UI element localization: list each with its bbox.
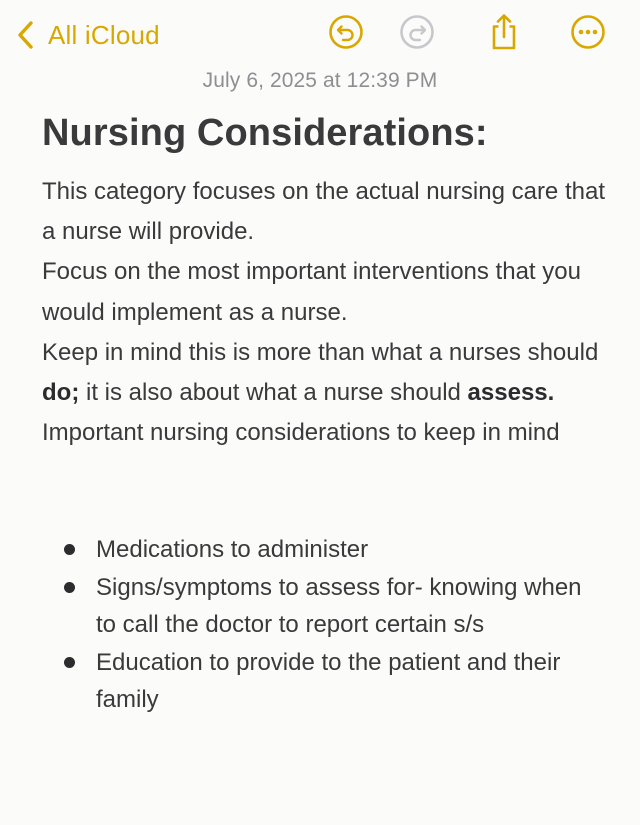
list-item (42, 569, 602, 644)
note-paragraph (42, 333, 617, 413)
note-toolbar (0, 0, 640, 72)
redo-icon (399, 14, 435, 55)
note-timestamp: July 6, 2025 at 12:39 PM (202, 69, 438, 92)
list-item-text: Education to provide to the patient and their family (96, 648, 561, 713)
list-item (42, 531, 602, 569)
share-icon (486, 13, 522, 56)
bold-text: do; (42, 379, 80, 407)
bullet-icon (64, 544, 75, 555)
undo-button[interactable] (327, 15, 365, 53)
note-title: Nursing Considerations: (42, 112, 488, 154)
note-paragraph: This category focuses on the actual nursing care that a nurse will provide. (42, 178, 605, 246)
list-item (42, 644, 602, 719)
note-paragraph: Important nursing considerations to keep in mind (42, 419, 560, 447)
bullet-icon (64, 582, 75, 593)
back-button[interactable] (16, 16, 160, 54)
note-body[interactable] (42, 172, 617, 453)
back-label: All iCloud (48, 19, 160, 50)
note-paragraph: Focus on the most important interventions that you would implement as a nurse. (42, 258, 581, 326)
undo-icon (328, 14, 364, 55)
bullet-list (42, 531, 602, 719)
list-item-text: Signs/symptoms to assess for- knowing when to call the doctor to report certain s/s (96, 573, 582, 638)
redo-button[interactable] (398, 15, 436, 53)
text-span: it is also about what a nurse should (79, 379, 468, 407)
share-button[interactable] (485, 15, 523, 53)
list-item-text: Medications to administer (96, 536, 369, 563)
text-span: Keep in mind this is more than what a nurses should (42, 338, 599, 366)
more-icon (570, 14, 606, 55)
bullet-icon (64, 657, 75, 668)
bold-text: assess. (467, 379, 555, 407)
chevron-left-icon (16, 20, 34, 50)
more-button[interactable] (569, 15, 607, 53)
